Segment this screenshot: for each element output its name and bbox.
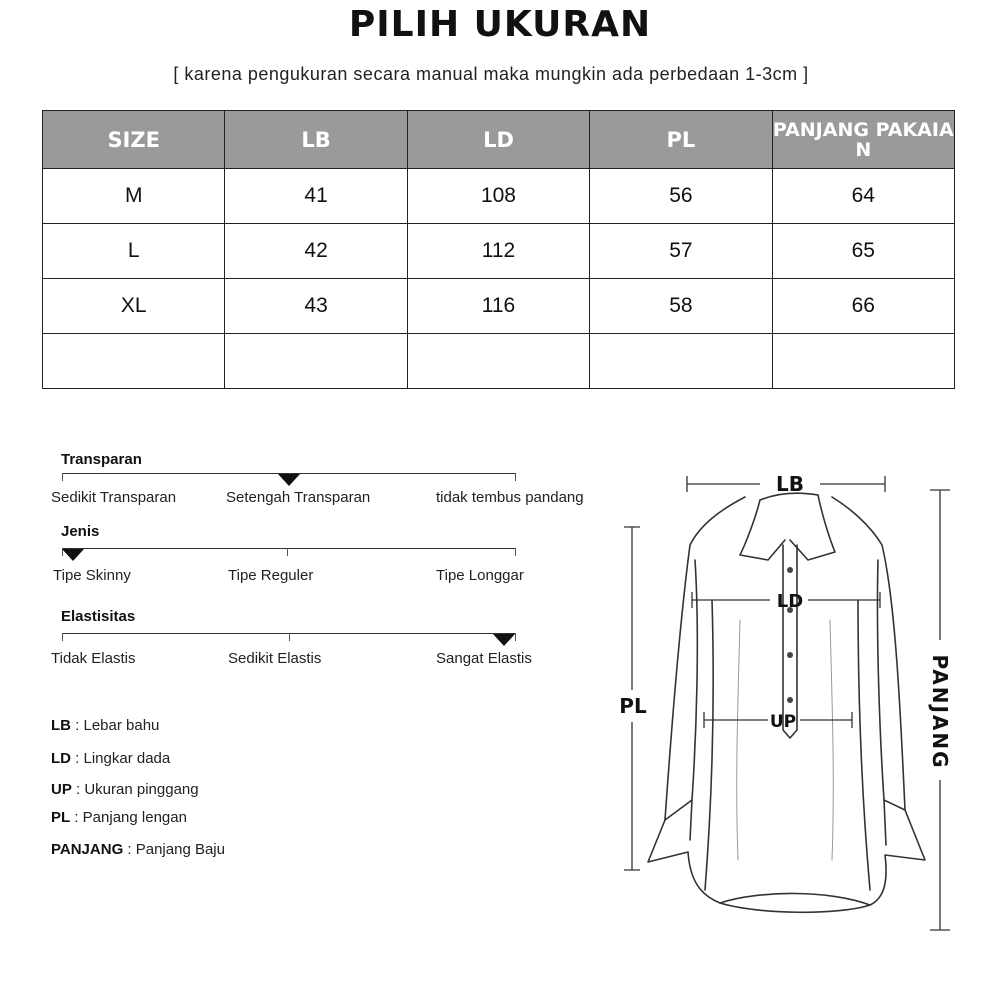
table-cell bbox=[407, 334, 589, 389]
selected-marker-icon bbox=[493, 634, 515, 646]
left-side-seam bbox=[705, 600, 713, 890]
column-header-panjang-pakaian: PANJANG PAKAIAN bbox=[772, 111, 954, 169]
scale-label: Sangat Elastis bbox=[436, 650, 532, 667]
panjang-label: PANJANG bbox=[928, 654, 952, 770]
scale-tick bbox=[62, 473, 63, 481]
lb-label: LB bbox=[776, 472, 804, 496]
table-cell: 58 bbox=[590, 279, 772, 334]
button-icon bbox=[787, 567, 793, 573]
table-cell bbox=[590, 334, 772, 389]
right-side-seam bbox=[858, 600, 870, 890]
up-label: UP bbox=[769, 712, 797, 732]
fold-line bbox=[737, 620, 740, 860]
table-row bbox=[43, 334, 955, 389]
pl-label: PL bbox=[619, 694, 647, 718]
scale-tick bbox=[287, 548, 288, 556]
scale-tick bbox=[515, 548, 516, 556]
scale-tick bbox=[62, 633, 63, 641]
table-cell: XL bbox=[43, 279, 225, 334]
ld-label: LD bbox=[776, 591, 804, 612]
legend-item-lb: LB : Lebar bahu bbox=[51, 717, 160, 734]
table-cell: 64 bbox=[772, 169, 954, 224]
legend-item-ld: LD : Lingkar dada bbox=[51, 750, 171, 767]
scale-tick bbox=[515, 633, 516, 641]
table-cell: 108 bbox=[407, 169, 589, 224]
scale-tick bbox=[515, 473, 516, 481]
table-cell: 112 bbox=[407, 224, 589, 279]
table-cell: M bbox=[43, 169, 225, 224]
scale-label: Sedikit Elastis bbox=[228, 650, 322, 667]
table-cell: 43 bbox=[225, 279, 407, 334]
table-cell bbox=[772, 334, 954, 389]
left-cuff-line bbox=[665, 800, 692, 820]
table-header-row bbox=[43, 111, 955, 169]
scale-title-elastisitas: Elastisitas bbox=[61, 608, 136, 625]
shirt-outline bbox=[648, 497, 925, 912]
table-cell bbox=[225, 334, 407, 389]
table-row bbox=[43, 224, 955, 279]
right-sleeve-line bbox=[877, 560, 886, 845]
table-cell: L bbox=[43, 224, 225, 279]
button-icon bbox=[787, 652, 793, 658]
scale-line bbox=[62, 548, 515, 549]
scale-label: Sedikit Transparan bbox=[51, 489, 177, 506]
measurement-note: [ karena pengukuran secara manual maka mungkin ada perbedaan 1-3cm ] bbox=[173, 64, 809, 84]
scale-label: Setengah Transparan bbox=[226, 489, 371, 506]
table-cell: 56 bbox=[590, 169, 772, 224]
selected-marker-icon bbox=[278, 474, 300, 486]
scale-label: Tipe Reguler bbox=[228, 567, 314, 584]
size-chart-table bbox=[42, 110, 955, 389]
fold-line bbox=[830, 620, 833, 860]
placket bbox=[783, 545, 797, 738]
table-row bbox=[43, 279, 955, 334]
scale-label: Tipe Skinny bbox=[53, 567, 131, 584]
column-header-ld: LD bbox=[407, 111, 589, 169]
table-cell: 65 bbox=[772, 224, 954, 279]
button-icon bbox=[787, 697, 793, 703]
shirt-diagram bbox=[600, 450, 1000, 970]
table-cell: 42 bbox=[225, 224, 407, 279]
page-title: PILIH UKURAN bbox=[348, 4, 652, 45]
right-cuff-line bbox=[884, 800, 905, 810]
left-collar bbox=[740, 500, 785, 560]
table-cell bbox=[43, 334, 225, 389]
table-cell: 41 bbox=[225, 169, 407, 224]
legend-item-pl: PL : Panjang lengan bbox=[51, 809, 187, 826]
table-row bbox=[43, 169, 955, 224]
scale-label: Tipe Longgar bbox=[436, 567, 524, 584]
column-header-size: SIZE bbox=[43, 111, 225, 169]
scale-label: Tidak Elastis bbox=[51, 650, 136, 667]
column-header-pl: PL bbox=[590, 111, 772, 169]
scale-label: tidak tembus pandang bbox=[436, 489, 584, 506]
selected-marker-icon bbox=[62, 549, 84, 561]
scale-tick bbox=[289, 633, 290, 641]
table-cell: 57 bbox=[590, 224, 772, 279]
column-header-lb: LB bbox=[225, 111, 407, 169]
scale-title-jenis: Jenis bbox=[61, 523, 100, 540]
table-cell: 116 bbox=[407, 279, 589, 334]
scale-title-transparan: Transparan bbox=[61, 451, 142, 468]
hem-line bbox=[720, 893, 870, 905]
legend-item-up: UP : Ukuran pinggang bbox=[51, 781, 199, 798]
legend-item-panjang: PANJANG : Panjang Baju bbox=[51, 841, 225, 858]
left-sleeve-line bbox=[690, 560, 697, 840]
table-cell: 66 bbox=[772, 279, 954, 334]
